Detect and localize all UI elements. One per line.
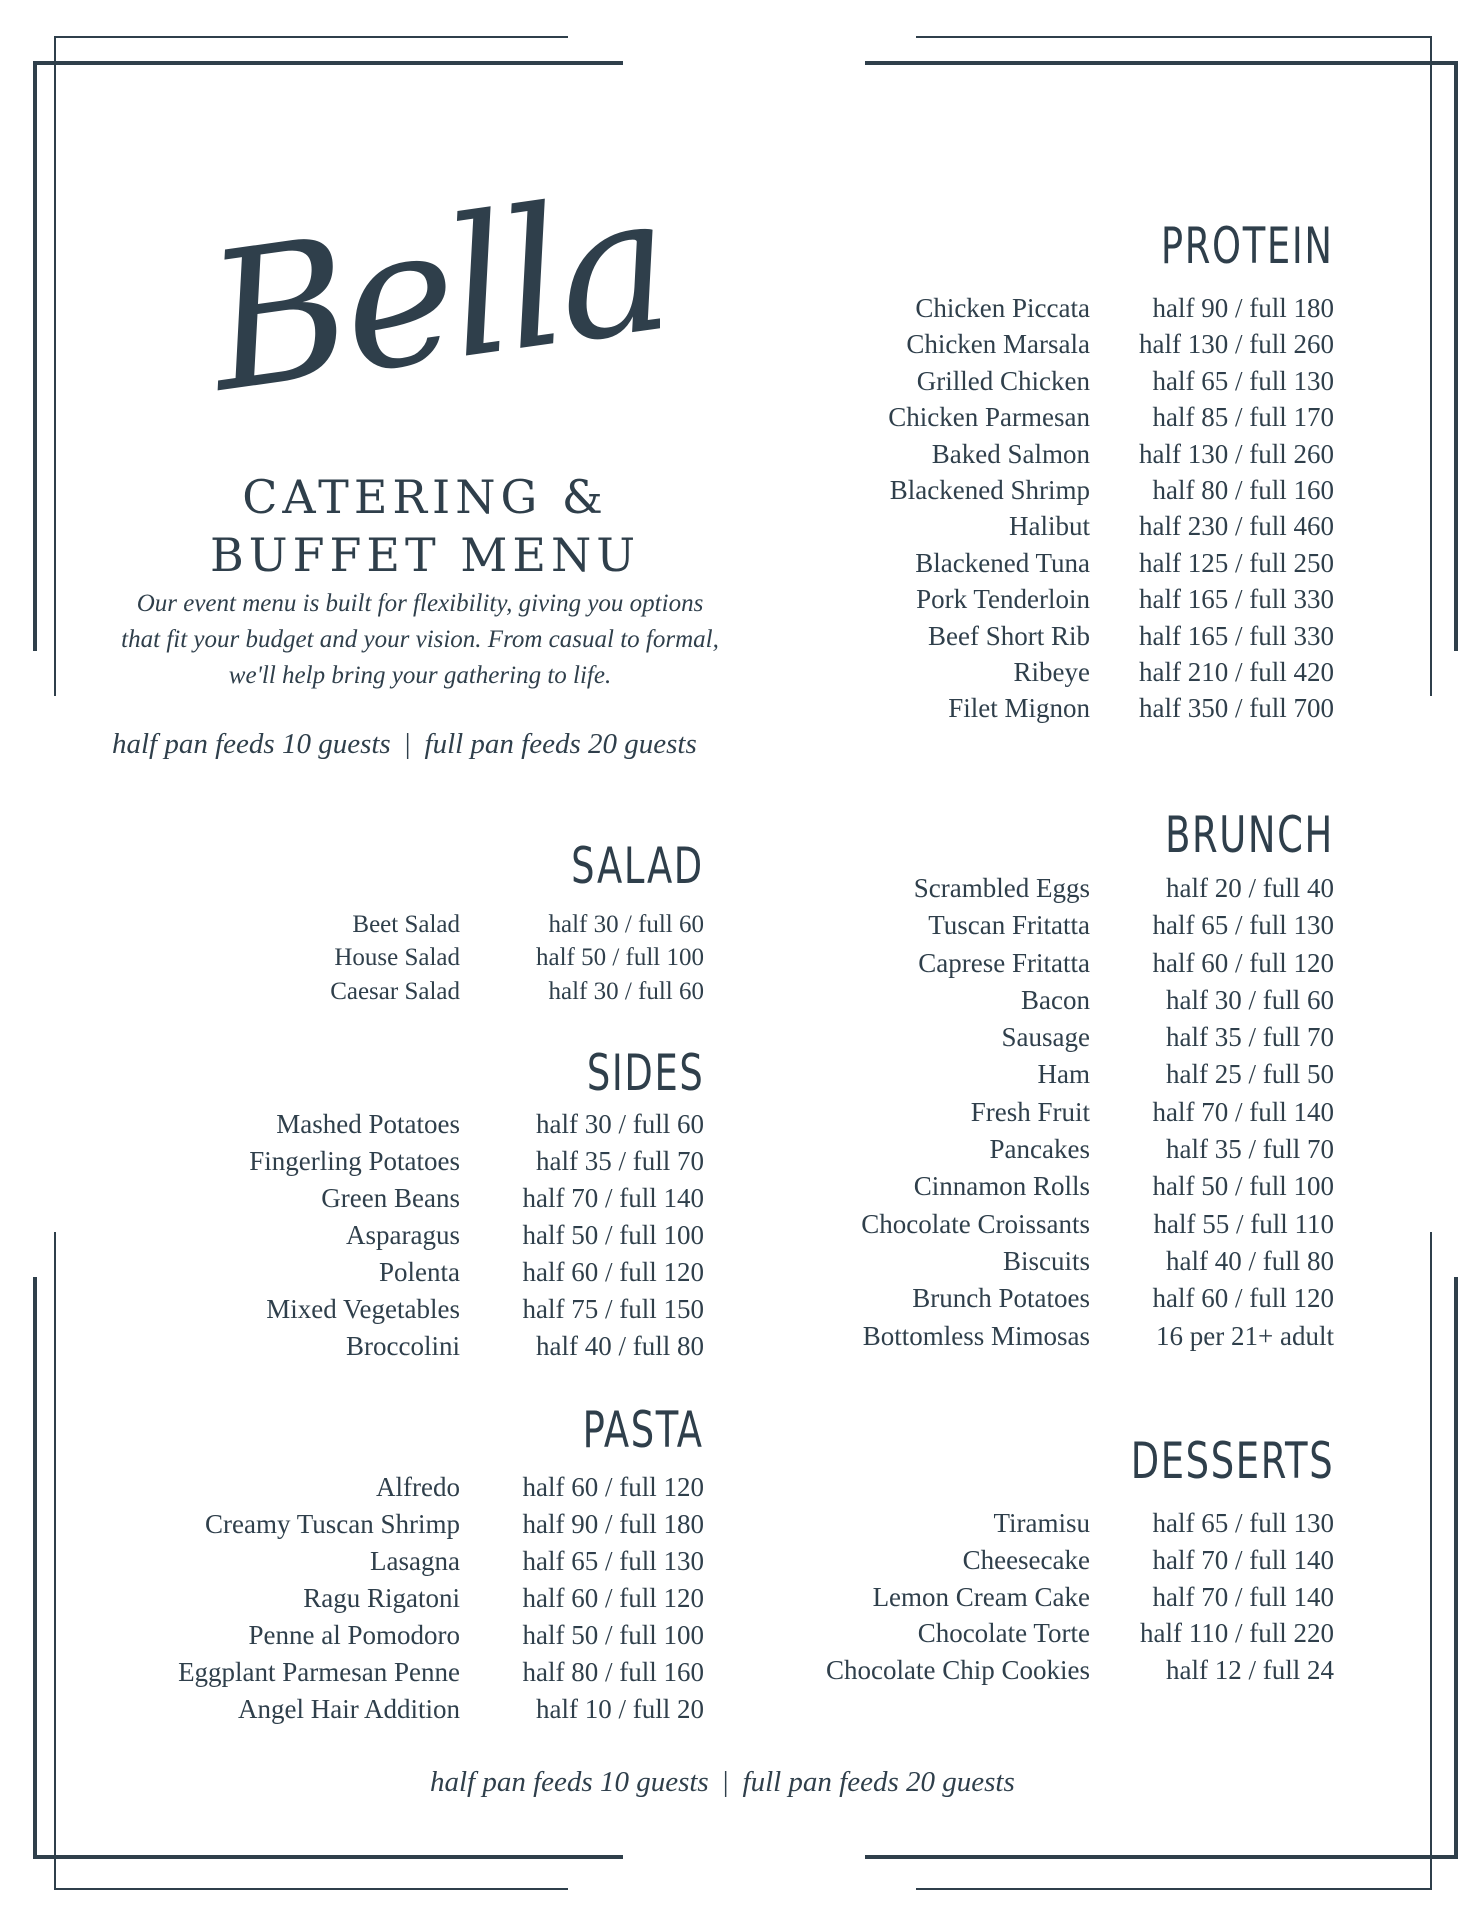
menu-item-row [160, 1143, 704, 1180]
menu-item-name: Tuscan Fritatta [928, 910, 1090, 941]
menu-item-row [100, 1469, 704, 1506]
menu-item-price: half 25 / full 50 [1166, 1059, 1334, 1090]
protein-list [810, 290, 1334, 727]
menu-item-row [160, 1291, 704, 1328]
menu-item-row [780, 1019, 1334, 1056]
menu-item-row [810, 508, 1334, 544]
menu-item-price: 16 per 21+ adult [1156, 1320, 1334, 1351]
menu-item-row [100, 1506, 704, 1543]
frame-line [33, 1855, 623, 1859]
menu-item-row [810, 618, 1334, 654]
menu-item-row [100, 1617, 704, 1654]
heading-sides: SIDES [586, 1044, 704, 1102]
menu-item-price: half 60 / full 120 [1152, 1283, 1334, 1314]
menu-item-name: Cinnamon Rolls [913, 1171, 1090, 1202]
menu-item-price: half 50 / full 100 [535, 944, 704, 972]
menu-item-row [260, 941, 704, 974]
menu-item-name: Grilled Chicken [916, 365, 1090, 396]
menu-item-row [780, 982, 1334, 1019]
menu-item-row [100, 1691, 704, 1728]
menu-item-price: half 35 / full 70 [536, 1146, 704, 1176]
menu-item-price: half 80 / full 160 [1152, 475, 1334, 506]
menu-item-name: Pancakes [989, 1134, 1090, 1165]
menu-item-name: Brunch Potatoes [912, 1283, 1090, 1314]
menu-item-row [780, 1579, 1334, 1616]
menu-item-price: half 40 / full 80 [536, 1331, 704, 1361]
menu-item-price: half 12 / full 24 [1166, 1655, 1334, 1686]
menu-item-price: half 70 / full 140 [1152, 1581, 1334, 1612]
menu-item-row [780, 1206, 1334, 1243]
menu-item-name: Creamy Tuscan Shrimp [204, 1509, 460, 1539]
menu-item-row [160, 1180, 704, 1217]
frame-line [33, 61, 37, 651]
menu-item-row [780, 1615, 1334, 1652]
menu-item-row [780, 1056, 1334, 1093]
menu-title-line1: CATERING & [242, 470, 608, 524]
menu-item-name: Chicken Parmesan [888, 402, 1090, 433]
menu-item-price: half 85 / full 170 [1152, 402, 1334, 433]
menu-item-row [810, 654, 1334, 690]
menu-item-price: half 65 / full 130 [1152, 365, 1334, 396]
menu-item-price: half 65 / full 130 [1152, 1508, 1334, 1538]
frame-line [916, 36, 1432, 38]
intro-text [100, 586, 740, 694]
menu-item-name: Baked Salmon [931, 438, 1090, 469]
sides-list [160, 1106, 704, 1365]
menu-item-price: half 60 / full 120 [522, 1472, 704, 1502]
menu-item-price: half 230 / full 460 [1139, 511, 1334, 542]
menu-item-name: Green Beans [321, 1183, 460, 1213]
menu-item-price: half 55 / full 110 [1153, 1208, 1334, 1239]
menu-item-name: Mashed Potatoes [276, 1109, 460, 1139]
menu-item-price: half 60 / full 120 [1152, 947, 1334, 978]
menu-item-price: half 70 / full 140 [522, 1183, 704, 1213]
menu-item-row [100, 1543, 704, 1580]
menu-item-price: half 350 / full 700 [1139, 693, 1334, 724]
menu-item-price: half 40 / full 80 [1166, 1245, 1334, 1276]
menu-item-name: Caesar Salad [330, 977, 460, 1005]
menu-item-row [780, 1542, 1334, 1579]
menu-item-row [160, 1217, 704, 1254]
menu-item-price: half 35 / full 70 [1166, 1134, 1334, 1165]
desserts-list [780, 1505, 1334, 1689]
heading-pasta: PASTA [582, 1401, 704, 1459]
bella-logo [200, 160, 660, 440]
menu-item-name: Tiramisu [993, 1508, 1090, 1538]
menu-item-price: half 80 / full 160 [522, 1657, 704, 1687]
menu-item-price: half 65 / full 130 [1152, 910, 1334, 941]
menu-item-name: Halibut [1009, 511, 1090, 542]
menu-item-name: Fresh Fruit [970, 1096, 1090, 1127]
heading-salad: SALAD [571, 837, 704, 895]
menu-title [110, 468, 740, 584]
frame-line [1430, 36, 1432, 696]
menu-item-name: Blackened Tuna [915, 547, 1090, 578]
menu-item-name: Lasagna [370, 1546, 460, 1576]
menu-item-price: half 125 / full 250 [1139, 547, 1334, 578]
menu-item-row [780, 945, 1334, 982]
menu-item-name: Polenta [379, 1257, 460, 1287]
menu-item-price: half 50 / full 100 [1152, 1171, 1334, 1202]
pasta-list [100, 1469, 704, 1728]
menu-item-name: Broccolini [346, 1331, 460, 1361]
pan-note-top [112, 728, 697, 761]
menu-item-name: Cheesecake [962, 1544, 1090, 1575]
menu-item-name: Pork Tenderloin [916, 584, 1090, 615]
pan-note-full: full pan feeds 20 guests [742, 1766, 1015, 1798]
intro-line: we'll help bring your gathering to life. [228, 662, 612, 689]
menu-item-name: Penne al Pomodoro [248, 1620, 460, 1650]
menu-item-row [810, 581, 1334, 617]
bella-logo-mark [200, 160, 660, 440]
menu-item-row [810, 472, 1334, 508]
menu-item-price: half 10 / full 20 [536, 1694, 704, 1724]
menu-item-price: half 90 / full 180 [1152, 293, 1334, 323]
brunch-list [780, 870, 1334, 1355]
menu-item-row [100, 1580, 704, 1617]
menu-item-name: Bottomless Mimosas [862, 1320, 1090, 1351]
menu-item-row [780, 1168, 1334, 1205]
menu-item-name: Filet Mignon [948, 693, 1090, 724]
frame-line [54, 36, 56, 696]
menu-item-name: Fingerling Potatoes [249, 1146, 460, 1176]
menu-item-price: half 210 / full 420 [1139, 657, 1334, 688]
frame-line [916, 1888, 1432, 1890]
menu-item-row [810, 326, 1334, 362]
menu-item-price: half 110 / full 220 [1140, 1618, 1334, 1649]
menu-item-name: Lemon Cream Cake [872, 1581, 1090, 1612]
pan-note-bottom [430, 1766, 1015, 1799]
menu-item-name: Chicken Marsala [906, 329, 1090, 360]
menu-title-line2: BUFFET MENU [210, 528, 640, 582]
menu-item-price: half 30 / full 60 [536, 1109, 704, 1139]
menu-item-name: Bacon [1021, 984, 1090, 1015]
menu-item-name: Beef Short Rib [928, 620, 1090, 651]
menu-item-price: half 30 / full 60 [1166, 984, 1334, 1015]
frame-line [1430, 1232, 1432, 1890]
menu-item-row [810, 399, 1334, 435]
menu-item-name: Eggplant Parmesan Penne [178, 1657, 460, 1687]
menu-item-price: half 65 / full 130 [522, 1546, 704, 1576]
menu-item-price: half 75 / full 150 [522, 1294, 704, 1324]
frame-line [33, 1277, 37, 1859]
menu-item-row [160, 1328, 704, 1365]
menu-item-row [810, 290, 1334, 326]
menu-item-row [260, 908, 704, 941]
menu-item-row [260, 975, 704, 1008]
menu-item-row [810, 363, 1334, 399]
menu-item-name: Chocolate Croissants [861, 1208, 1090, 1239]
pan-note-separator: | [722, 1766, 729, 1798]
menu-item-name: Beet Salad [352, 911, 460, 938]
menu-item-name: Alfredo [376, 1472, 460, 1502]
frame-line [54, 1888, 568, 1890]
pan-note-half: half pan feeds 10 guests [430, 1766, 709, 1798]
menu-item-name: Mixed Vegetables [266, 1294, 460, 1324]
menu-item-price: half 70 / full 140 [1152, 1096, 1334, 1127]
menu-item-price: half 60 / full 120 [522, 1257, 704, 1287]
menu-item-row [780, 1243, 1334, 1280]
intro-line: that fit your budget and your vision. From casual to formal, [121, 626, 719, 653]
menu-item-row [780, 1505, 1334, 1542]
frame-line [54, 36, 568, 38]
salad-list [260, 908, 704, 1008]
frame-line [865, 61, 1458, 65]
menu-item-row [810, 545, 1334, 581]
menu-item-row [780, 1131, 1334, 1168]
menu-item-row [160, 1106, 704, 1143]
menu-item-row [780, 1094, 1334, 1131]
menu-item-row [780, 1652, 1334, 1689]
menu-item-price: half 30 / full 60 [548, 911, 704, 938]
menu-item-price: half 70 / full 140 [1152, 1544, 1334, 1575]
bella-logo-text: Bella [200, 160, 660, 435]
menu-item-price: half 130 / full 260 [1139, 329, 1334, 360]
menu-item-price: half 165 / full 330 [1139, 584, 1334, 615]
pan-note-half: half pan feeds 10 guests [112, 728, 391, 760]
heading-brunch: BRUNCH [1165, 806, 1334, 864]
heading-desserts: DESSERTS [1130, 1432, 1334, 1490]
menu-item-price: half 50 / full 100 [522, 1220, 704, 1250]
menu-item-price: half 35 / full 70 [1166, 1022, 1334, 1053]
menu-item-row [810, 436, 1334, 472]
frame-line [865, 1855, 1458, 1859]
frame-line [1454, 1277, 1458, 1859]
menu-item-name: Asparagus [346, 1220, 460, 1250]
menu-item-row [100, 1654, 704, 1691]
menu-item-row [160, 1254, 704, 1291]
menu-item-name: Chocolate Chip Cookies [826, 1655, 1090, 1686]
menu-item-name: Blackened Shrimp [889, 475, 1090, 506]
menu-item-price: half 90 / full 180 [522, 1509, 704, 1539]
menu-item-name: Angel Hair Addition [238, 1694, 460, 1724]
menu-item-price: half 165 / full 330 [1139, 620, 1334, 651]
menu-item-price: half 20 / full 40 [1166, 873, 1334, 903]
intro-line: Our event menu is built for flexibility, giving you options [136, 590, 704, 617]
menu-item-row [810, 690, 1334, 726]
menu-item-name: Biscuits [1002, 1245, 1090, 1276]
menu-item-name: Ribeye [1013, 657, 1090, 688]
menu-item-name: Sausage [1001, 1022, 1090, 1053]
menu-item-name: Caprese Fritatta [918, 947, 1090, 978]
menu-item-price: half 30 / full 60 [548, 977, 704, 1005]
pan-note-separator: | [404, 728, 411, 760]
menu-item-name: Chocolate Torte [917, 1618, 1090, 1649]
menu-item-row [780, 870, 1334, 907]
menu-item-name: Scrambled Eggs [913, 873, 1090, 903]
menu-item-name: Ragu Rigatoni [303, 1583, 460, 1613]
menu-item-row [780, 1318, 1334, 1355]
pan-note-full: full pan feeds 20 guests [424, 728, 697, 760]
menu-item-row [780, 907, 1334, 944]
menu-item-price: half 50 / full 100 [522, 1620, 704, 1650]
frame-line [54, 1232, 56, 1890]
frame-line [33, 61, 623, 65]
menu-item-price: half 60 / full 120 [522, 1583, 704, 1613]
menu-item-name: Ham [1037, 1059, 1090, 1090]
menu-item-name: House Salad [334, 944, 460, 972]
menu-item-name: Chicken Piccata [915, 293, 1090, 323]
menu-item-price: half 130 / full 260 [1139, 438, 1334, 469]
menu-item-row [780, 1280, 1334, 1317]
frame-line [1454, 61, 1458, 651]
heading-protein: PROTEIN [1161, 217, 1334, 275]
